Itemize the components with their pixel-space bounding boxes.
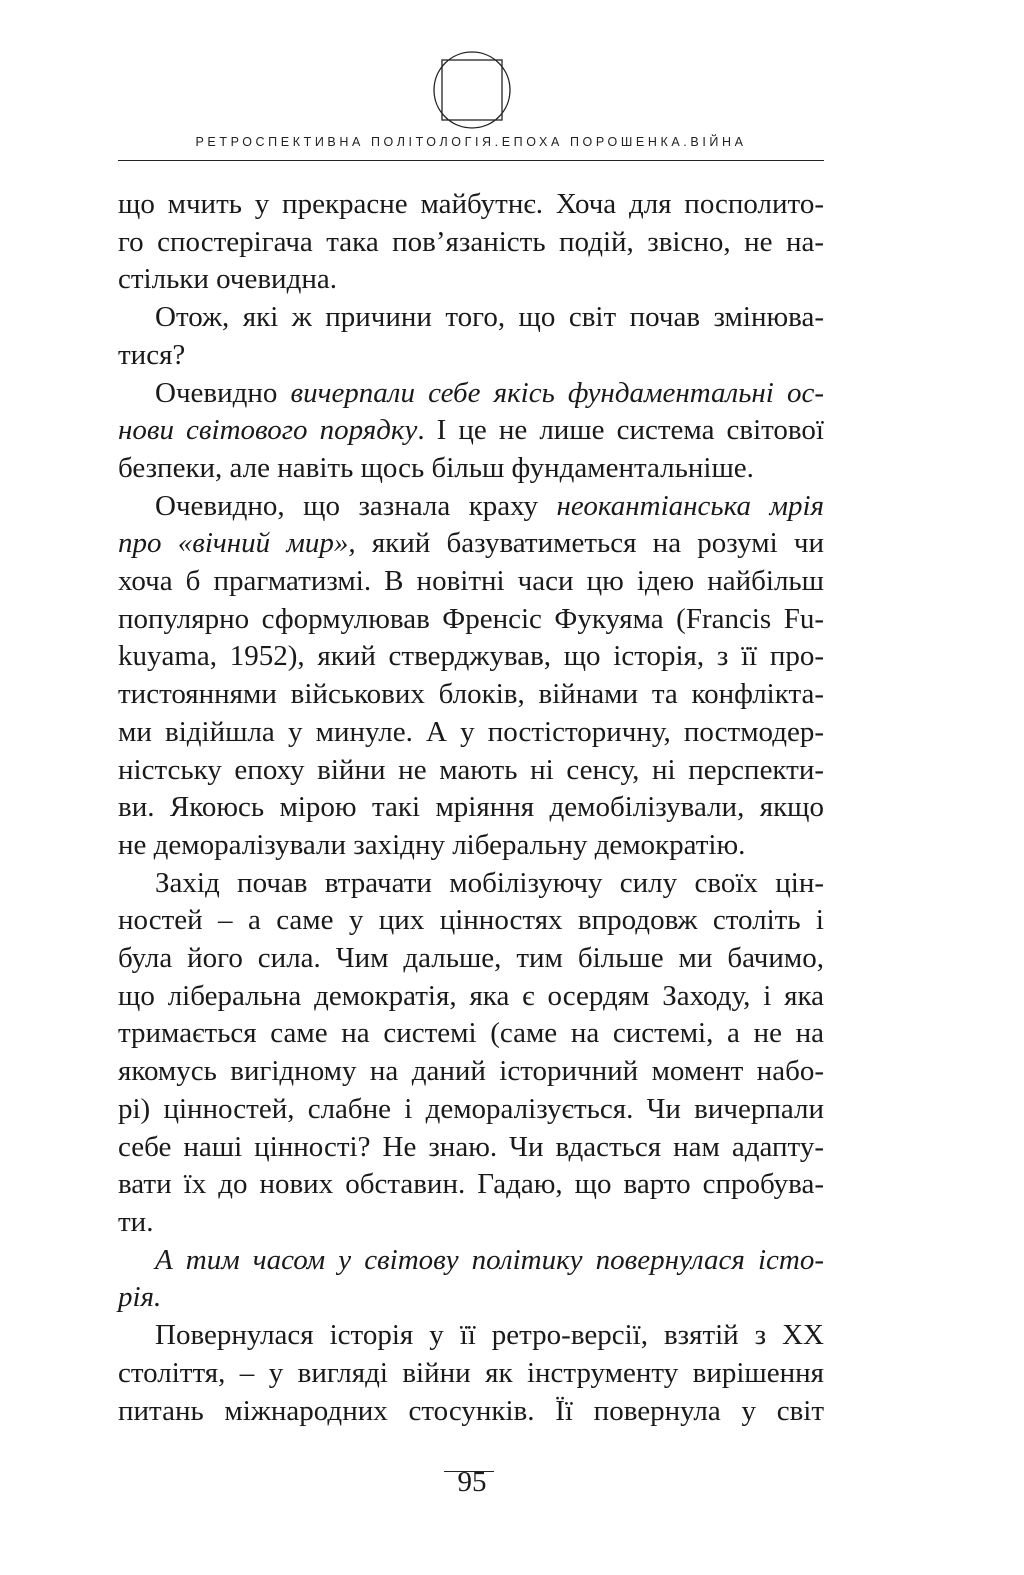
text-line: хоча б прагматизмі. В новітні часи цю ідею найбільш (118, 565, 824, 598)
text-line: тримається саме на системі (саме на системі, а не на (118, 1017, 824, 1050)
text-line: вати їх до нових обставин. Гадаю, що варто спробува- (118, 1168, 824, 1201)
text-line: була його сила. Чим дальше, тим більше ми бачимо, (118, 942, 824, 975)
text-run: який базуватиметься на розумі чи (355, 527, 824, 560)
circle-square-logo-icon (432, 50, 512, 130)
italic-text-run: вичерпали себе якісь фундаментальні ос- (290, 376, 824, 409)
text-line: тистояннями військових блоків, війнами та конфлікта- (118, 678, 824, 711)
text-line: ви. Якоюсь мірою такі мріяння демобілізували, якщо (118, 791, 824, 824)
text-line: Повернулася історія у її ретро-версії, взятій з ХХ (155, 1319, 824, 1352)
running-header: РЕТРОСПЕКТИВНА ПОЛІТОЛОГІЯ.ЕПОХА ПОРОШЕНКА.ВІЙНА (195, 135, 747, 149)
text-line (118, 375, 824, 413)
text-line (118, 488, 824, 526)
italic-text-run: нови світового порядку (118, 414, 418, 447)
text-line: питань міжнародних стосунків. Її повернула у світ (118, 1394, 824, 1427)
text-line: якомусь вигідному на даний історичний момент набо- (118, 1055, 824, 1088)
text-line: що мчить у прекрасне майбутнє. Хоча для посполито- (118, 188, 824, 220)
text-line: безпеки, але навіть щось більш фундаментальніше. (118, 451, 754, 484)
text-run: Очевидно (155, 376, 291, 409)
text-run: . І це не лише система світової (417, 414, 824, 447)
text-line (118, 525, 824, 563)
page-body (118, 186, 824, 1430)
text-line: ностей – а саме у цих цінностях впродовж століть і (118, 904, 824, 937)
text-line (118, 412, 824, 450)
text-line: ти. (118, 1205, 154, 1238)
italic-text-run: про «вічний мир», (118, 527, 356, 560)
text-line: ми відійшла у минуле. А у постісторичну, постмодер- (118, 715, 824, 748)
text-run: Очевидно, що зазнала краху (155, 489, 557, 522)
text-line: го спостерігача така пов’язаність подій, звісно, не на- (118, 225, 824, 258)
text-line: що ліберальна демократія, яка є осердям Заходу, і яка (118, 979, 824, 1012)
text-line: Захід почав втрачати мобілізуючу силу своїх цін- (155, 866, 824, 899)
text-line: kuyama, 1952), який стверджував, що історія, з її про- (118, 640, 824, 673)
text-line: А тим часом у світову політику повернулася істо- (155, 1243, 824, 1276)
page-number: 95 (457, 1466, 487, 1498)
text-line: стільки очевидна. (118, 263, 337, 296)
text-line: Отож, які ж причини того, що світ почав змінюва- (155, 301, 824, 334)
text-line: популярно сформулював Френсіс Фукуяма (Francis Fu- (118, 602, 824, 635)
text-line: рі) цінностей, слабне і деморалізується. Чи вичерпали (118, 1092, 824, 1125)
text-line: століття, – у вигляді війни як інструменту вирішення (118, 1356, 824, 1389)
text-line: ністську епоху війни не мають ні сенсу, ні перспекти- (118, 753, 824, 786)
text-line: себе наші цінності? Не знаю. Чи вдасться нам адапту- (118, 1130, 824, 1163)
text-line: рія. (118, 1281, 162, 1314)
italic-text-run: неокантіанська мрія (556, 489, 824, 522)
text-line: не деморалізували західну ліберальну демократію. (118, 828, 746, 861)
header-divider (118, 160, 824, 161)
text-line: тися? (118, 338, 186, 371)
